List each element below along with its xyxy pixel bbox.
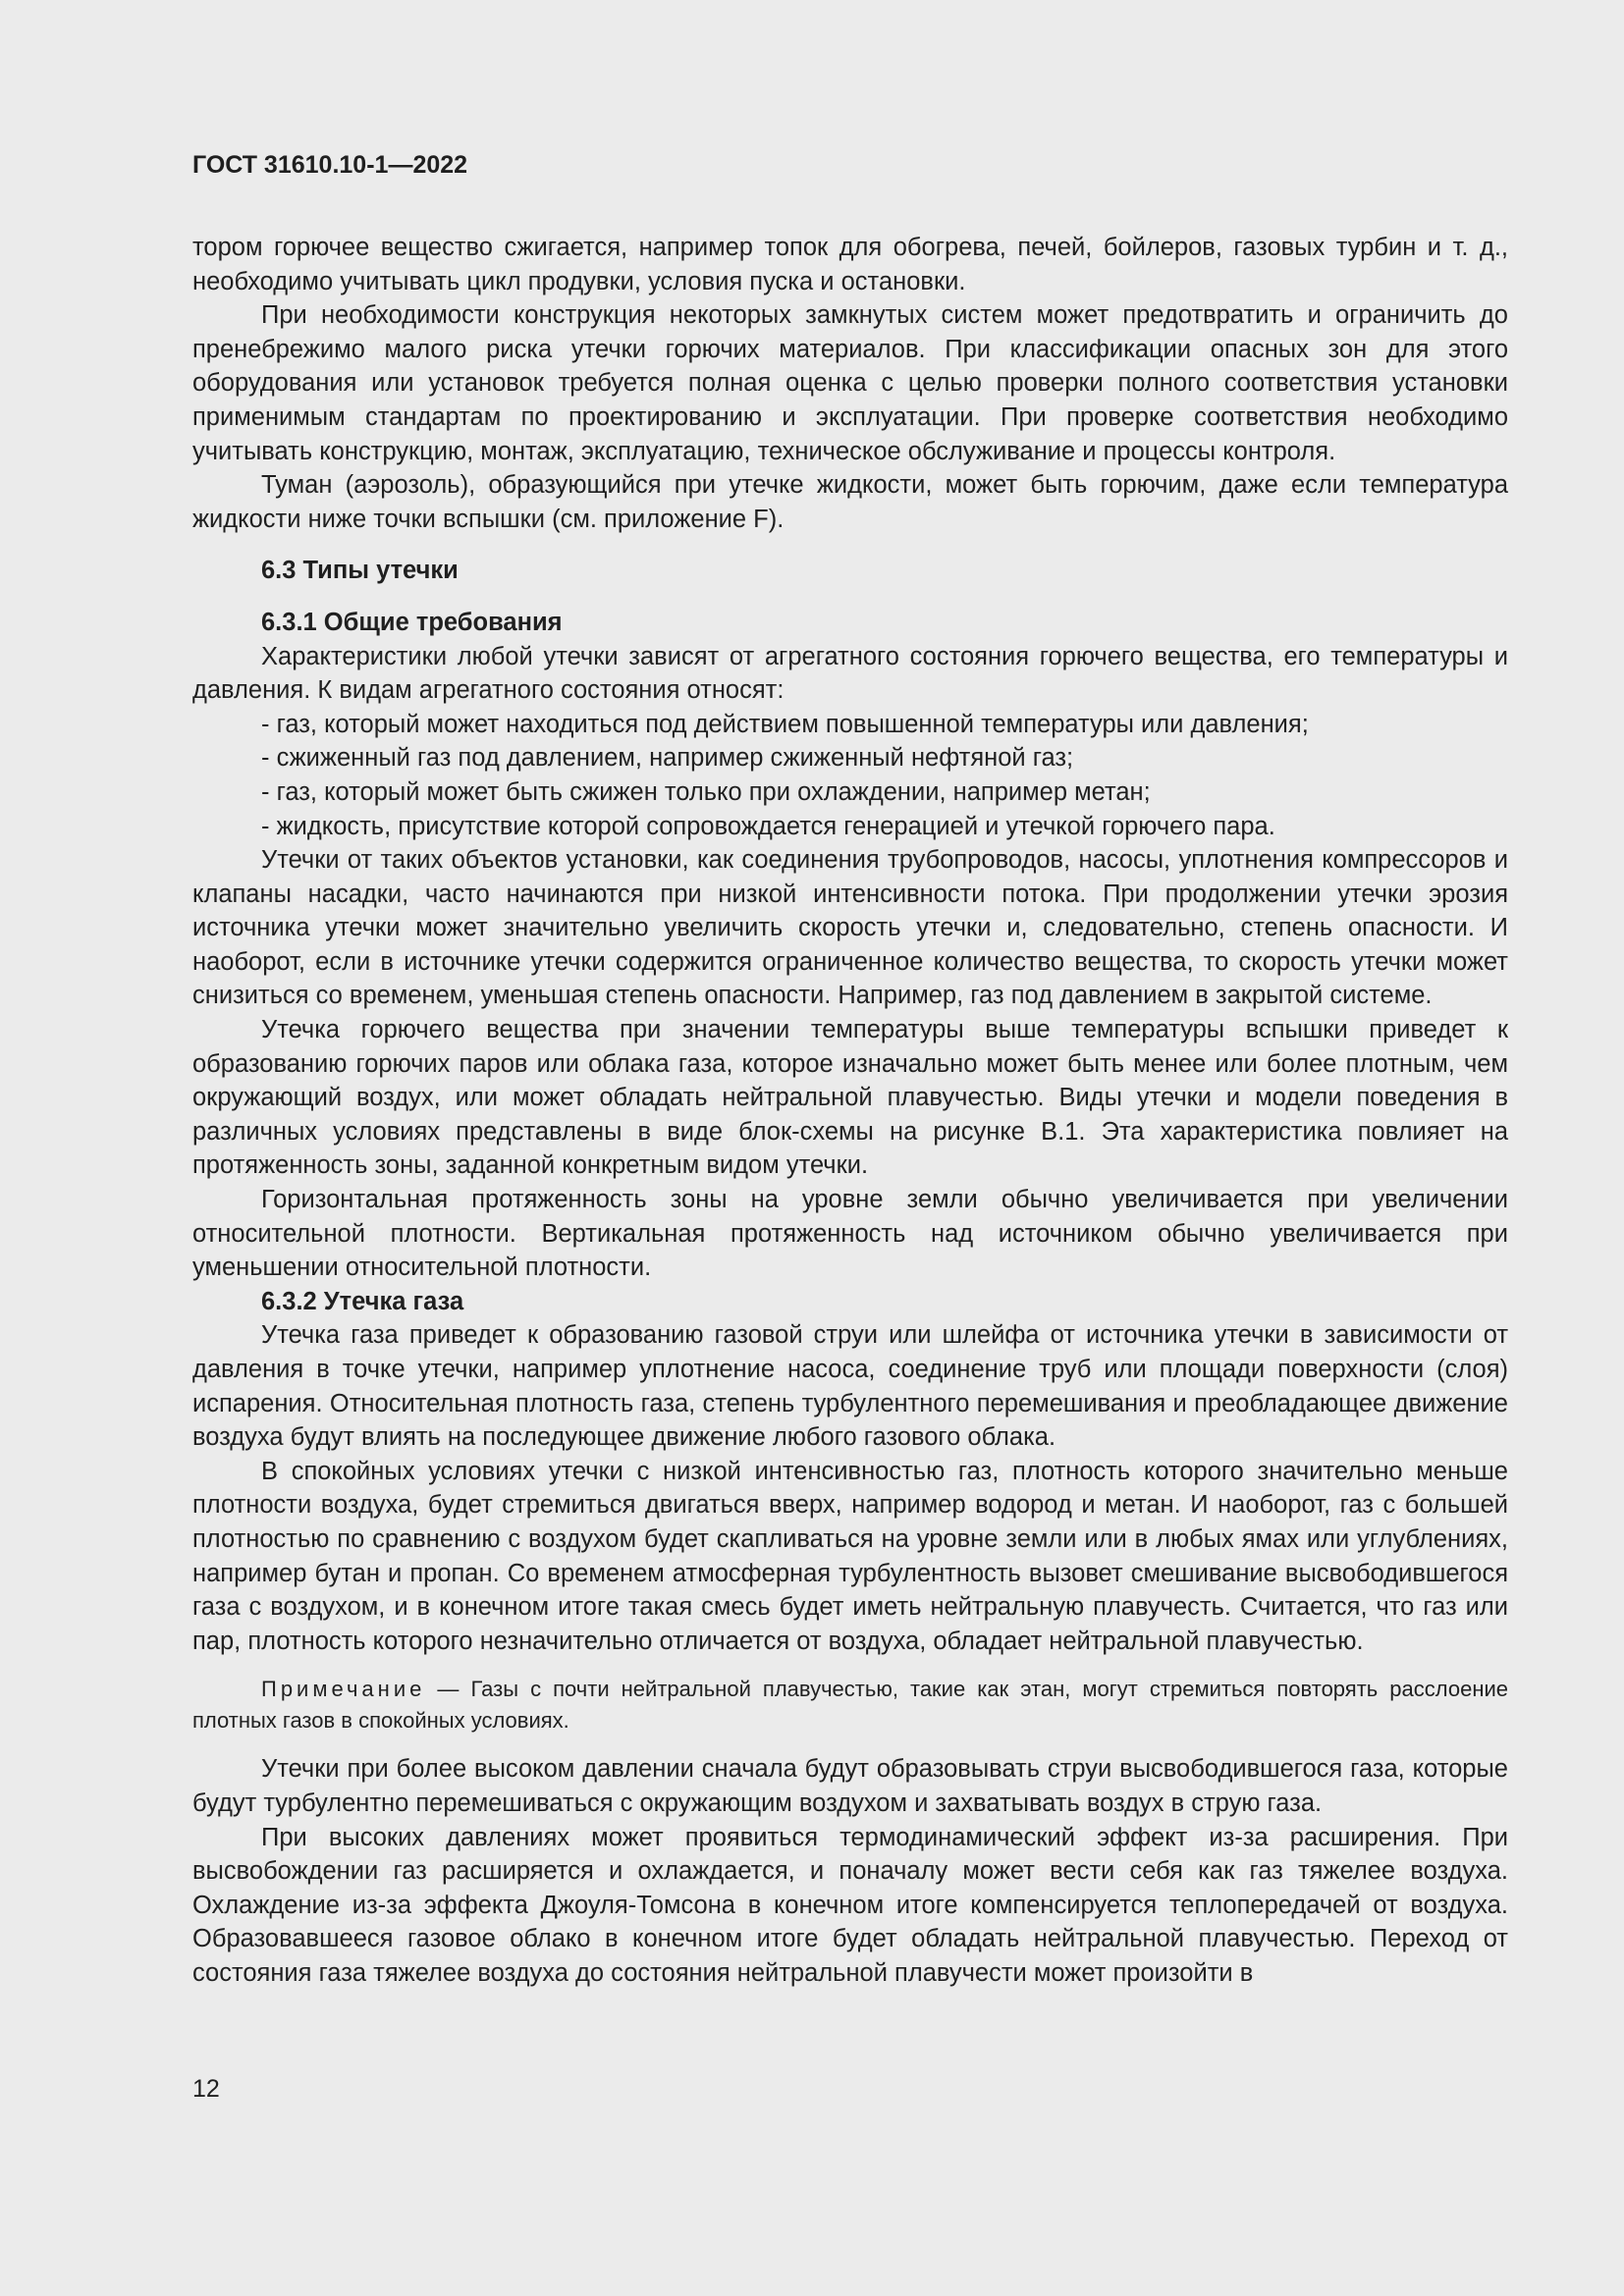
paragraph-characteristics: Характеристики любой утечки зависят от агрегатного состояния горючего вещества, его температуры и давления. К видам агрегатного состояния относят: [192,642,1508,705]
paragraph-mist: Туман (аэрозоль), образующийся при утечке жидкости, может быть горючим, даже если температура жидкости ниже точки вспышки (см. приложение F). [192,471,1508,533]
paragraph-continuation: тором горючее вещество сжигается, например топок для обогрева, печей, бойлеров, газовых турбин и т. д., необходимо учитывать цикл продувки, условия пуска и остановки. [192,234,1508,295]
document-code-header: ГОСТ 31610.10-1—2022 [192,151,468,179]
list-item: - газ, который может быть сжижен только при охлаждении, например метан; [261,777,1151,806]
paragraph-thermodynamic: При высоких давлениях может проявиться термодинамический эффект из-за расширения. При высвобождении газ расширяется и охлаждается, и поначалу может вести себя как газ тяжелее воздуха. Охлаждение из-за эффекта Джоуля-Томсона в конечном итоге компенсируется теплопередачей от воздуха. Образовавшееся газовое облако в конечном итоге будет обладать нейтральной плавучестью. Переход от состояния газа тяжелее воздуха до состояния нейтральной плавучести может произойти в [192,1823,1508,1987]
paragraph-horizontal-extent: Горизонтальная протяженность зоны на уровне земли обычно увеличивается при увеличении относительной плотности. Вертикальная протяженность над источником обычно увеличивается при уменьшении относительной плотности. [192,1186,1508,1282]
list-item: - жидкость, присутствие которой сопровождается генерацией и утечкой горючего пара. [261,812,1275,840]
list-item: - газ, который может находиться под действием повышенной температуры или давления; [261,710,1309,738]
document-page [192,147,1508,1991]
note-text: — Газы с почти нейтральной плавучестью, такие как этан, могут стремиться повторять расслоение плотных газов в спокойных условиях. [192,1677,1508,1734]
paragraph-gas-leak: Утечка газа приведет к образованию газовой струи или шлейфа от источника утечки в зависимости от давления в точке утечки, например уплотнение насоса, соединение труб или площади поверхности (слоя) испарения. Относительная плотность газа, степень турбулентного перемешивания и преобладающее движение воздуха будут влиять на последующее движение любого газового облака. [192,1321,1508,1452]
paragraph-calm-conditions: В спокойных условиях утечки с низкой интенсивностью газ, плотность которого значительно меньше плотности воздуха, будет стремиться двигаться вверх, например водород и метан. И наоборот, газ с большей плотностью по сравнению с воздухом будет скапливаться на уровне земли или в любых ямах или углублениях, например бутан и пропан. Со временем атмосферная турбулентность вызовет смешивание высвободившегося газа с воздухом, и в конечном итоге такая смесь будет иметь нейтральную плавучесть. Считается, что газ или пар, плотность которого незначительно отличается от воздуха, обладает нейтральной плавучестью. [192,1457,1508,1655]
paragraph-flammable-substance: Утечка горючего вещества при значении температуры выше температуры вспышки приведет к образованию горючих паров или облака газа, которое изначально может быть менее или более плотным, чем окружающий воздух, или может обладать нейтральной плавучестью. Виды утечки и модели поведения в различных условиях представлены в виде блок-схемы на рисунке В.1. Эта характеристика повлияет на протяженность зоны, заданной конкретным видом утечки. [192,1016,1508,1180]
document-body [192,231,1508,1991]
list-item: - сжиженный газ под давлением, например сжиженный нефтяной газ; [261,744,1074,773]
paragraph-high-pressure: Утечки при более высоком давлении сначала будут образовывать струи высвободившегося газа, которые будут турбулентно перемешиваться с окружающим воздухом и захватывать воздух в струю газа. [192,1755,1508,1817]
section-heading-6-3-1: 6.3.1 Общие требования [261,608,563,636]
section-heading-6-3-2: 6.3.2 Утечка газа [261,1287,464,1315]
note-block [192,1674,1508,1736]
page-number: 12 [192,2075,220,2103]
paragraph-closed-systems: При необходимости конструкция некоторых замкнутых систем может предотвратить и ограничить до пренебрежимо малого риска утечки горючих материалов. При классификации опасных зон для этого оборудования или установок требуется полная оценка с целью проверки полного соответствия установки применимым стандартам по проектированию и эксплуатации. При проверке соответствия необходимо учитывать конструкцию, монтаж, эксплуатацию, техническое обслуживание и процессы контроля. [192,301,1508,465]
paragraph-leak-objects: Утечки от таких объектов установки, как соединения трубопроводов, насосы, уплотнения компрессоров и клапаны насадки, часто начинаются при низкой интенсивности потока. При продолжении утечки эрозия источника утечки может значительно увеличить скорость утечки и, следовательно, степень опасности. И наоборот, если в источнике утечки содержится ограниченное количество вещества, то скорость утечки может снизиться со временем, уменьшая степень опасности. Например, газ под давлением в закрытой системе. [192,846,1508,1010]
note-label: Примечание [261,1677,426,1702]
section-heading-6-3: 6.3 Типы утечки [261,557,459,585]
